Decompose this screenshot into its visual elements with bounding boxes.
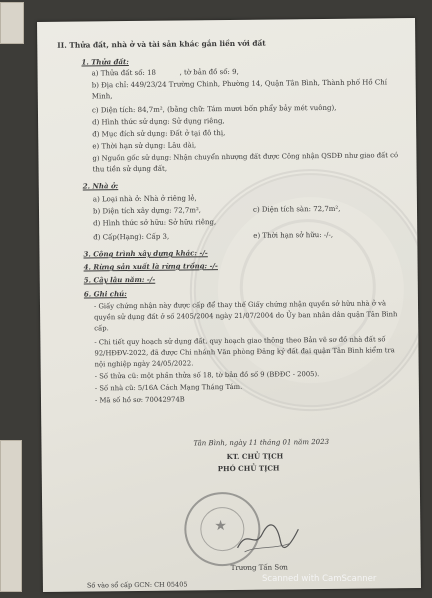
house-owner-form: d) Hình thức sở hữu: Sở hữu riêng, (93, 218, 217, 228)
side-tab-top (0, 2, 24, 44)
land-address-cont: Minh, (91, 92, 113, 101)
land-heading: 1. Thửa đất: (81, 57, 129, 67)
house-build-area: b) Diện tích xây dựng: 72,7m², (92, 206, 202, 216)
side-tab-bottom (0, 440, 22, 592)
land-address: b) Địa chỉ: 449/23/24 Trường Chinh, Phường 14, Quận Tân Bình, Thành phố Hồ Chí (91, 78, 388, 90)
land-area: c) Diện tích: 84,7m², (bằng chữ: Tám mươi bốn phẩy bảy mét vuông), (91, 103, 337, 115)
note-line: - Số nhà cũ: 5/16A Cách Mạng Tháng Tám. (94, 382, 243, 393)
sign-title-deputy: PHÓ CHỦ TỊCH (217, 463, 280, 474)
note-line: - Mã số hồ sơ: 70042974B (94, 395, 185, 405)
land-use-form: d) Hình thức sử dụng: Sử dụng riêng, (92, 117, 225, 127)
land-use-term: e) Thời hạn sử dụng: Lâu dài, (92, 141, 197, 151)
house-level: đ) Cấp(Hạng): Cấp 3, (93, 232, 170, 242)
note-line: quyền sử dụng đất ở số 2405/2004 ngày 21/07/2004 do Ủy ban nhân dân quận Tân Bình (94, 310, 398, 322)
sign-title: KT. CHỦ TỊCH (226, 451, 284, 462)
production-forest: 4. Rừng sản xuất là rừng trồng: -/- (83, 261, 218, 272)
house-floor-area: c) Diện tích sàn: 72,7m², (252, 204, 341, 214)
notes-heading: 6. Ghi chú: (83, 289, 127, 299)
land-map-number: , tờ bản đồ số: 9, (179, 67, 239, 77)
certificate-page (37, 18, 421, 592)
scanner-watermark: Scanned with CamScanner (262, 574, 377, 584)
house-term: e) Thời hạn sở hữu: -/-, (253, 230, 334, 240)
seal-star-icon: ★ (214, 518, 227, 535)
sign-date: Tân Bình, ngày 11 tháng 01 năm 2023 (193, 437, 330, 448)
handwritten-signature (232, 519, 302, 560)
other-works: 3. Công trình xây dựng khác: -/- (83, 248, 208, 259)
note-line: - Chi tiết quy hoạch sử dụng đất, quy hoạch giao thông theo Bản vẽ sơ đồ nhà đất số (94, 335, 386, 347)
section-title: II. Thửa đất, nhà ở và tài sản khác gắn liền với đất (57, 38, 266, 50)
land-origin-cont: thu tiền sử dụng đất, (92, 164, 168, 174)
note-line: - Số thửa cũ: một phần thửa số 18, tờ bản đồ số 9 (BĐĐC - 2005). (94, 370, 320, 381)
certificate-register-number: Số vào sổ cấp GCN: CH 05405 (86, 580, 188, 590)
note-line: - Giấy chứng nhận này được cấp để thay thế Giấy chứng nhận quyền sở hữu nhà ở và (93, 299, 387, 311)
note-line: cấp. (94, 324, 109, 333)
land-plot-number: a) Thửa đất số: 18 (91, 68, 156, 78)
note-line: 92/HĐĐV-2022, đã được Chi nhánh Văn phòng Đăng ký đất đai quận Tân Bình kiểm tra (94, 346, 395, 358)
house-type: a) Loại nhà ở: Nhà ở riêng lẻ, (92, 194, 197, 204)
signer-name: Trương Tấn Sơn (230, 563, 288, 572)
house-heading: 2. Nhà ở: (82, 181, 119, 191)
note-line: nội nghiệp ngày 24/05/2022. (94, 359, 194, 369)
land-use-purpose: đ) Mục đích sử dụng: Đất ở tại đô thị, (92, 129, 226, 139)
land-origin: g) Nguồn gốc sử dụng: Nhận chuyển nhượng đất được Công nhận QSDĐ như giao đất có (92, 151, 399, 163)
perennial-trees: 5. Cây lâu năm: -/- (83, 274, 156, 285)
